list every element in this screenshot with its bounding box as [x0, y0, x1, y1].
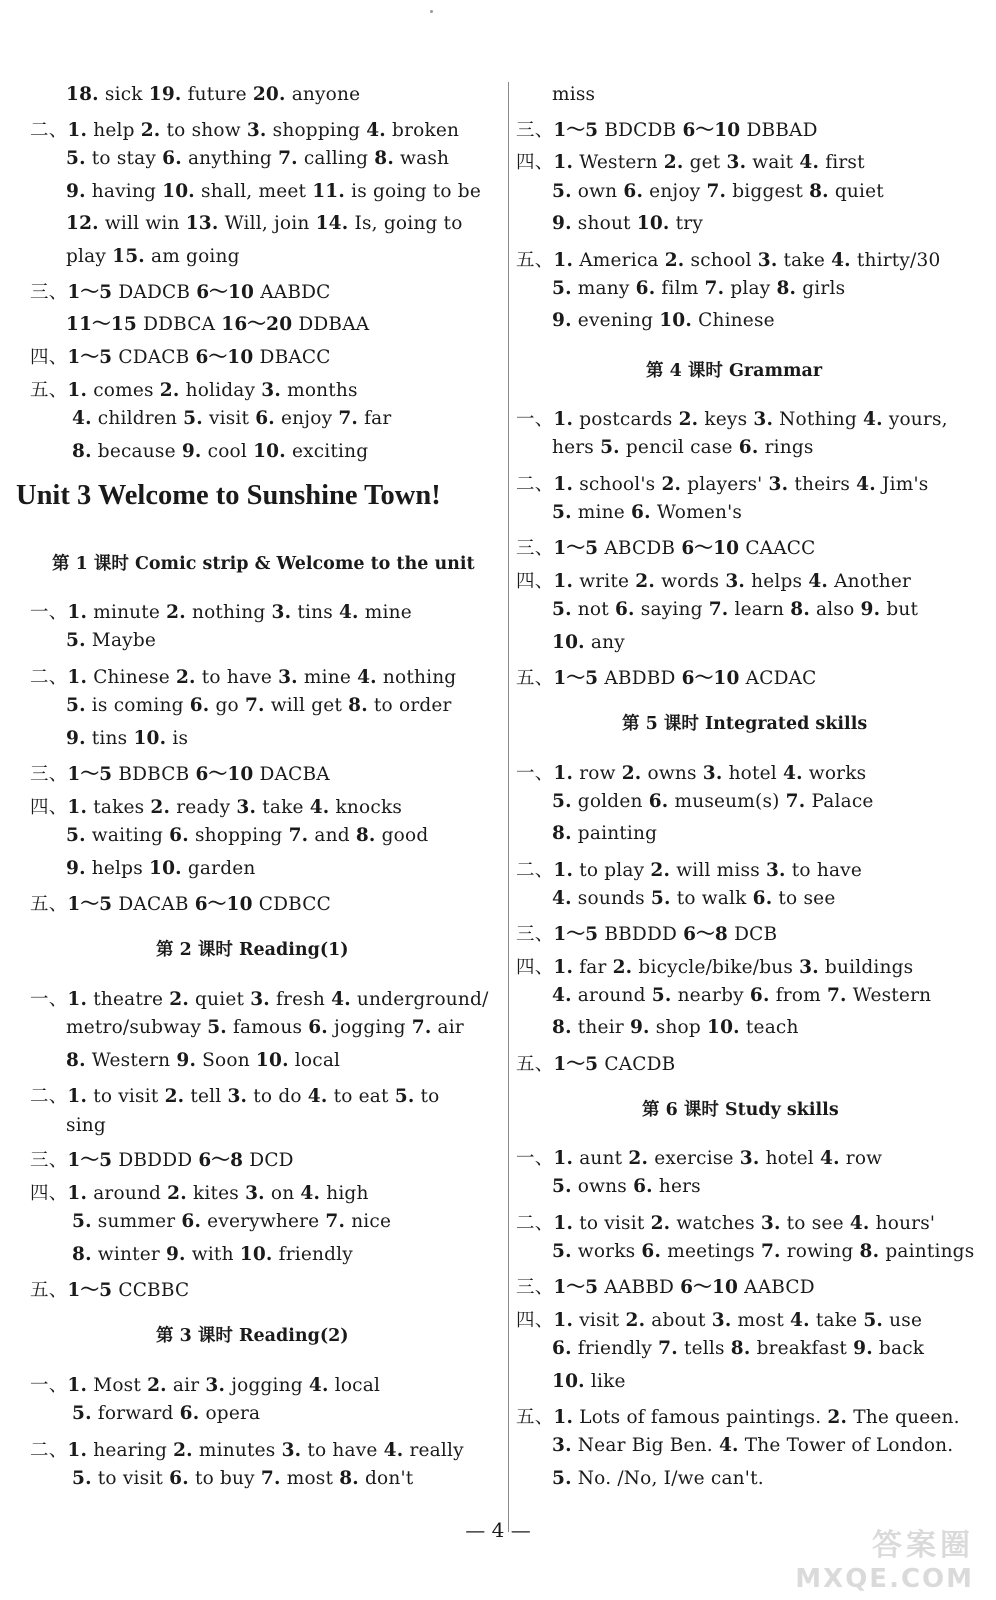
answer-line: metro/subway 5. famous 6. jogging 7. air	[66, 1017, 464, 1038]
answer-line: hers 5. pencil case 6. rings	[552, 437, 814, 458]
answer-line: 10. any	[552, 632, 625, 653]
answer-line: 三、1～5 DADCB 6～10 AABDC	[30, 282, 331, 303]
column-divider	[508, 82, 509, 1532]
answer-line: 6. friendly 7. tells 8. breakfast 9. back	[552, 1338, 925, 1359]
answer-line: miss	[552, 84, 596, 105]
answer-line: 8. Western 9. Soon 10. local	[66, 1050, 341, 1071]
answer-line: 9. tins 10. is	[66, 728, 189, 749]
answer-line: 3. Near Big Ben. 4. The Tower of London.	[552, 1435, 954, 1456]
answer-line: 五、1. America 2. school 3. take 4. thirty/30	[516, 250, 941, 271]
page-number: — 4 —	[465, 1518, 531, 1542]
answer-line: 5. golden 6. museum(s) 7. Palace	[552, 791, 874, 812]
answer-line: 五、1～5 CACDB	[516, 1054, 676, 1075]
answer-line: 9. evening 10. Chinese	[552, 310, 775, 331]
answer-line: 三、1～5 DBDDD 6～8 DCD	[30, 1150, 294, 1171]
answer-line: 四、1. around 2. kites 3. on 4. high	[30, 1183, 369, 1204]
answer-line: 5. to visit 6. to buy 7. most 8. don't	[72, 1468, 414, 1489]
answer-line: 一、1. Most 2. air 3. jogging 4. local	[30, 1375, 381, 1396]
answer-line: 五、1～5 ABDBD 6～10 ACDAC	[516, 668, 817, 689]
answer-line: 5. not 6. saying 7. learn 8. also 9. but	[552, 599, 919, 620]
answer-line: 12. will win 13. Will, join 14. Is, going to	[66, 213, 463, 234]
answer-line: 四、1. far 2. bicycle/bike/bus 3. buildings	[516, 957, 914, 978]
watermark-logo: 答案圈 MXQE.COM	[795, 1528, 974, 1594]
answer-line: 一、1. postcards 2. keys 3. Nothing 4. yours,	[516, 409, 948, 430]
answer-line: 三、1～5 BBDDD 6～8 DCB	[516, 924, 778, 945]
scan-dot	[430, 10, 433, 13]
answer-line: 五、1. Lots of famous paintings. 2. The queen.	[516, 1407, 960, 1428]
answer-line: 四、1～5 CDACB 6～10 DBACC	[30, 347, 331, 368]
answer-line: play 15. am going	[66, 246, 240, 267]
answer-line: 二、1. school's 2. players' 3. theirs 4. Jim's	[516, 474, 929, 495]
answer-line: 5. is coming 6. go 7. will get 8. to order	[66, 695, 452, 716]
answer-line: 四、1. write 2. words 3. helps 4. Another	[516, 571, 912, 592]
answer-line: 二、1. Chinese 2. to have 3. mine 4. nothing	[30, 667, 457, 688]
answer-line: 5. many 6. film 7. play 8. girls	[552, 278, 846, 299]
answer-line: 二、1. to visit 2. watches 3. to see 4. hours'	[516, 1213, 936, 1234]
answer-line: sing	[66, 1115, 106, 1136]
answer-line: 18. sick 19. future 20. anyone	[66, 84, 361, 105]
section-heading-lesson-4: 第 4 课时 Grammar	[646, 361, 823, 381]
section-heading-lesson-2: 第 2 课时 Reading(1)	[156, 940, 349, 960]
answer-line: 三、1～5 BDBCB 6～10 DACBA	[30, 764, 330, 785]
answer-line: 二、1. to visit 2. tell 3. to do 4. to eat 5. to	[30, 1086, 440, 1107]
section-heading-lesson-1: 第 1 课时 Comic strip & Welcome to the unit	[52, 554, 475, 574]
section-heading-lesson-5: 第 5 课时 Integrated skills	[622, 714, 868, 734]
section-heading-lesson-6: 第 6 课时 Study skills	[642, 1100, 839, 1120]
answer-line: 四、1. visit 2. about 3. most 4. take 5. use	[516, 1310, 923, 1331]
answer-line: 三、1～5 AABBD 6～10 AABCD	[516, 1277, 815, 1298]
answer-line: 5. mine 6. Women's	[552, 502, 743, 523]
answer-line: 8. winter 9. with 10. friendly	[72, 1244, 353, 1265]
answer-line: 5. Maybe	[66, 630, 157, 651]
answer-line: 一、1. minute 2. nothing 3. tins 4. mine	[30, 602, 412, 623]
answer-line: 5. own 6. enjoy 7. biggest 8. quiet	[552, 181, 884, 202]
answer-line: 一、1. aunt 2. exercise 3. hotel 4. row	[516, 1148, 883, 1169]
answer-line: 10. like	[552, 1371, 626, 1392]
answer-line: 5. to stay 6. anything 7. calling 8. wash	[66, 148, 450, 169]
answer-line: 四、1. Western 2. get 3. wait 4. first	[516, 152, 865, 173]
answer-line: 二、1. hearing 2. minutes 3. to have 4. really	[30, 1440, 464, 1461]
answer-line: 二、1. to play 2. will miss 3. to have	[516, 860, 862, 881]
answer-line: 8. because 9. cool 10. exciting	[72, 441, 369, 462]
answer-line: 五、1. comes 2. holiday 3. months	[30, 380, 358, 401]
answer-line: 9. helps 10. garden	[66, 858, 256, 879]
answer-line: 二、1. help 2. to show 3. shopping 4. broken	[30, 120, 460, 141]
answer-line: 三、1～5 ABCDB 6～10 CAACC	[516, 538, 816, 559]
answer-line: 9. shout 10. try	[552, 213, 703, 234]
answer-line: 5. forward 6. opera	[72, 1403, 261, 1424]
answer-line: 4. around 5. nearby 6. from 7. Western	[552, 985, 932, 1006]
answer-line: 5. summer 6. everywhere 7. nice	[72, 1211, 392, 1232]
answer-line: 8. their 9. shop 10. teach	[552, 1017, 799, 1038]
answer-line: 四、1. takes 2. ready 3. take 4. knocks	[30, 797, 403, 818]
answer-line: 5. works 6. meetings 7. rowing 8. paintings	[552, 1241, 975, 1262]
answer-line: 8. painting	[552, 823, 658, 844]
answer-line: 4. sounds 5. to walk 6. to see	[552, 888, 836, 909]
answer-line: 五、1～5 CCBBC	[30, 1280, 190, 1301]
answer-line: 9. having 10. shall, meet 11. is going to be	[66, 181, 481, 202]
answer-line: 三、1～5 BDCDB 6～10 DBBAD	[516, 120, 818, 141]
answer-line: 一、1. row 2. owns 3. hotel 4. works	[516, 763, 867, 784]
answer-line: 5. waiting 6. shopping 7. and 8. good	[66, 825, 429, 846]
answer-line: 11～15 DDBCA 16～20 DDBAA	[66, 314, 370, 335]
answer-line: 5. owns 6. hers	[552, 1176, 701, 1197]
answer-line: 一、1. theatre 2. quiet 3. fresh 4. underground/	[30, 989, 489, 1010]
section-heading-lesson-3: 第 3 课时 Reading(2)	[156, 1326, 349, 1346]
answer-line: 5. No. /No, I/we can't.	[552, 1468, 764, 1489]
answer-line: 五、1～5 DACAB 6～10 CDBCC	[30, 894, 331, 915]
unit-title: Unit 3 Welcome to Sunshine Town!	[16, 480, 441, 511]
answer-line: 4. children 5. visit 6. enjoy 7. far	[72, 408, 392, 429]
